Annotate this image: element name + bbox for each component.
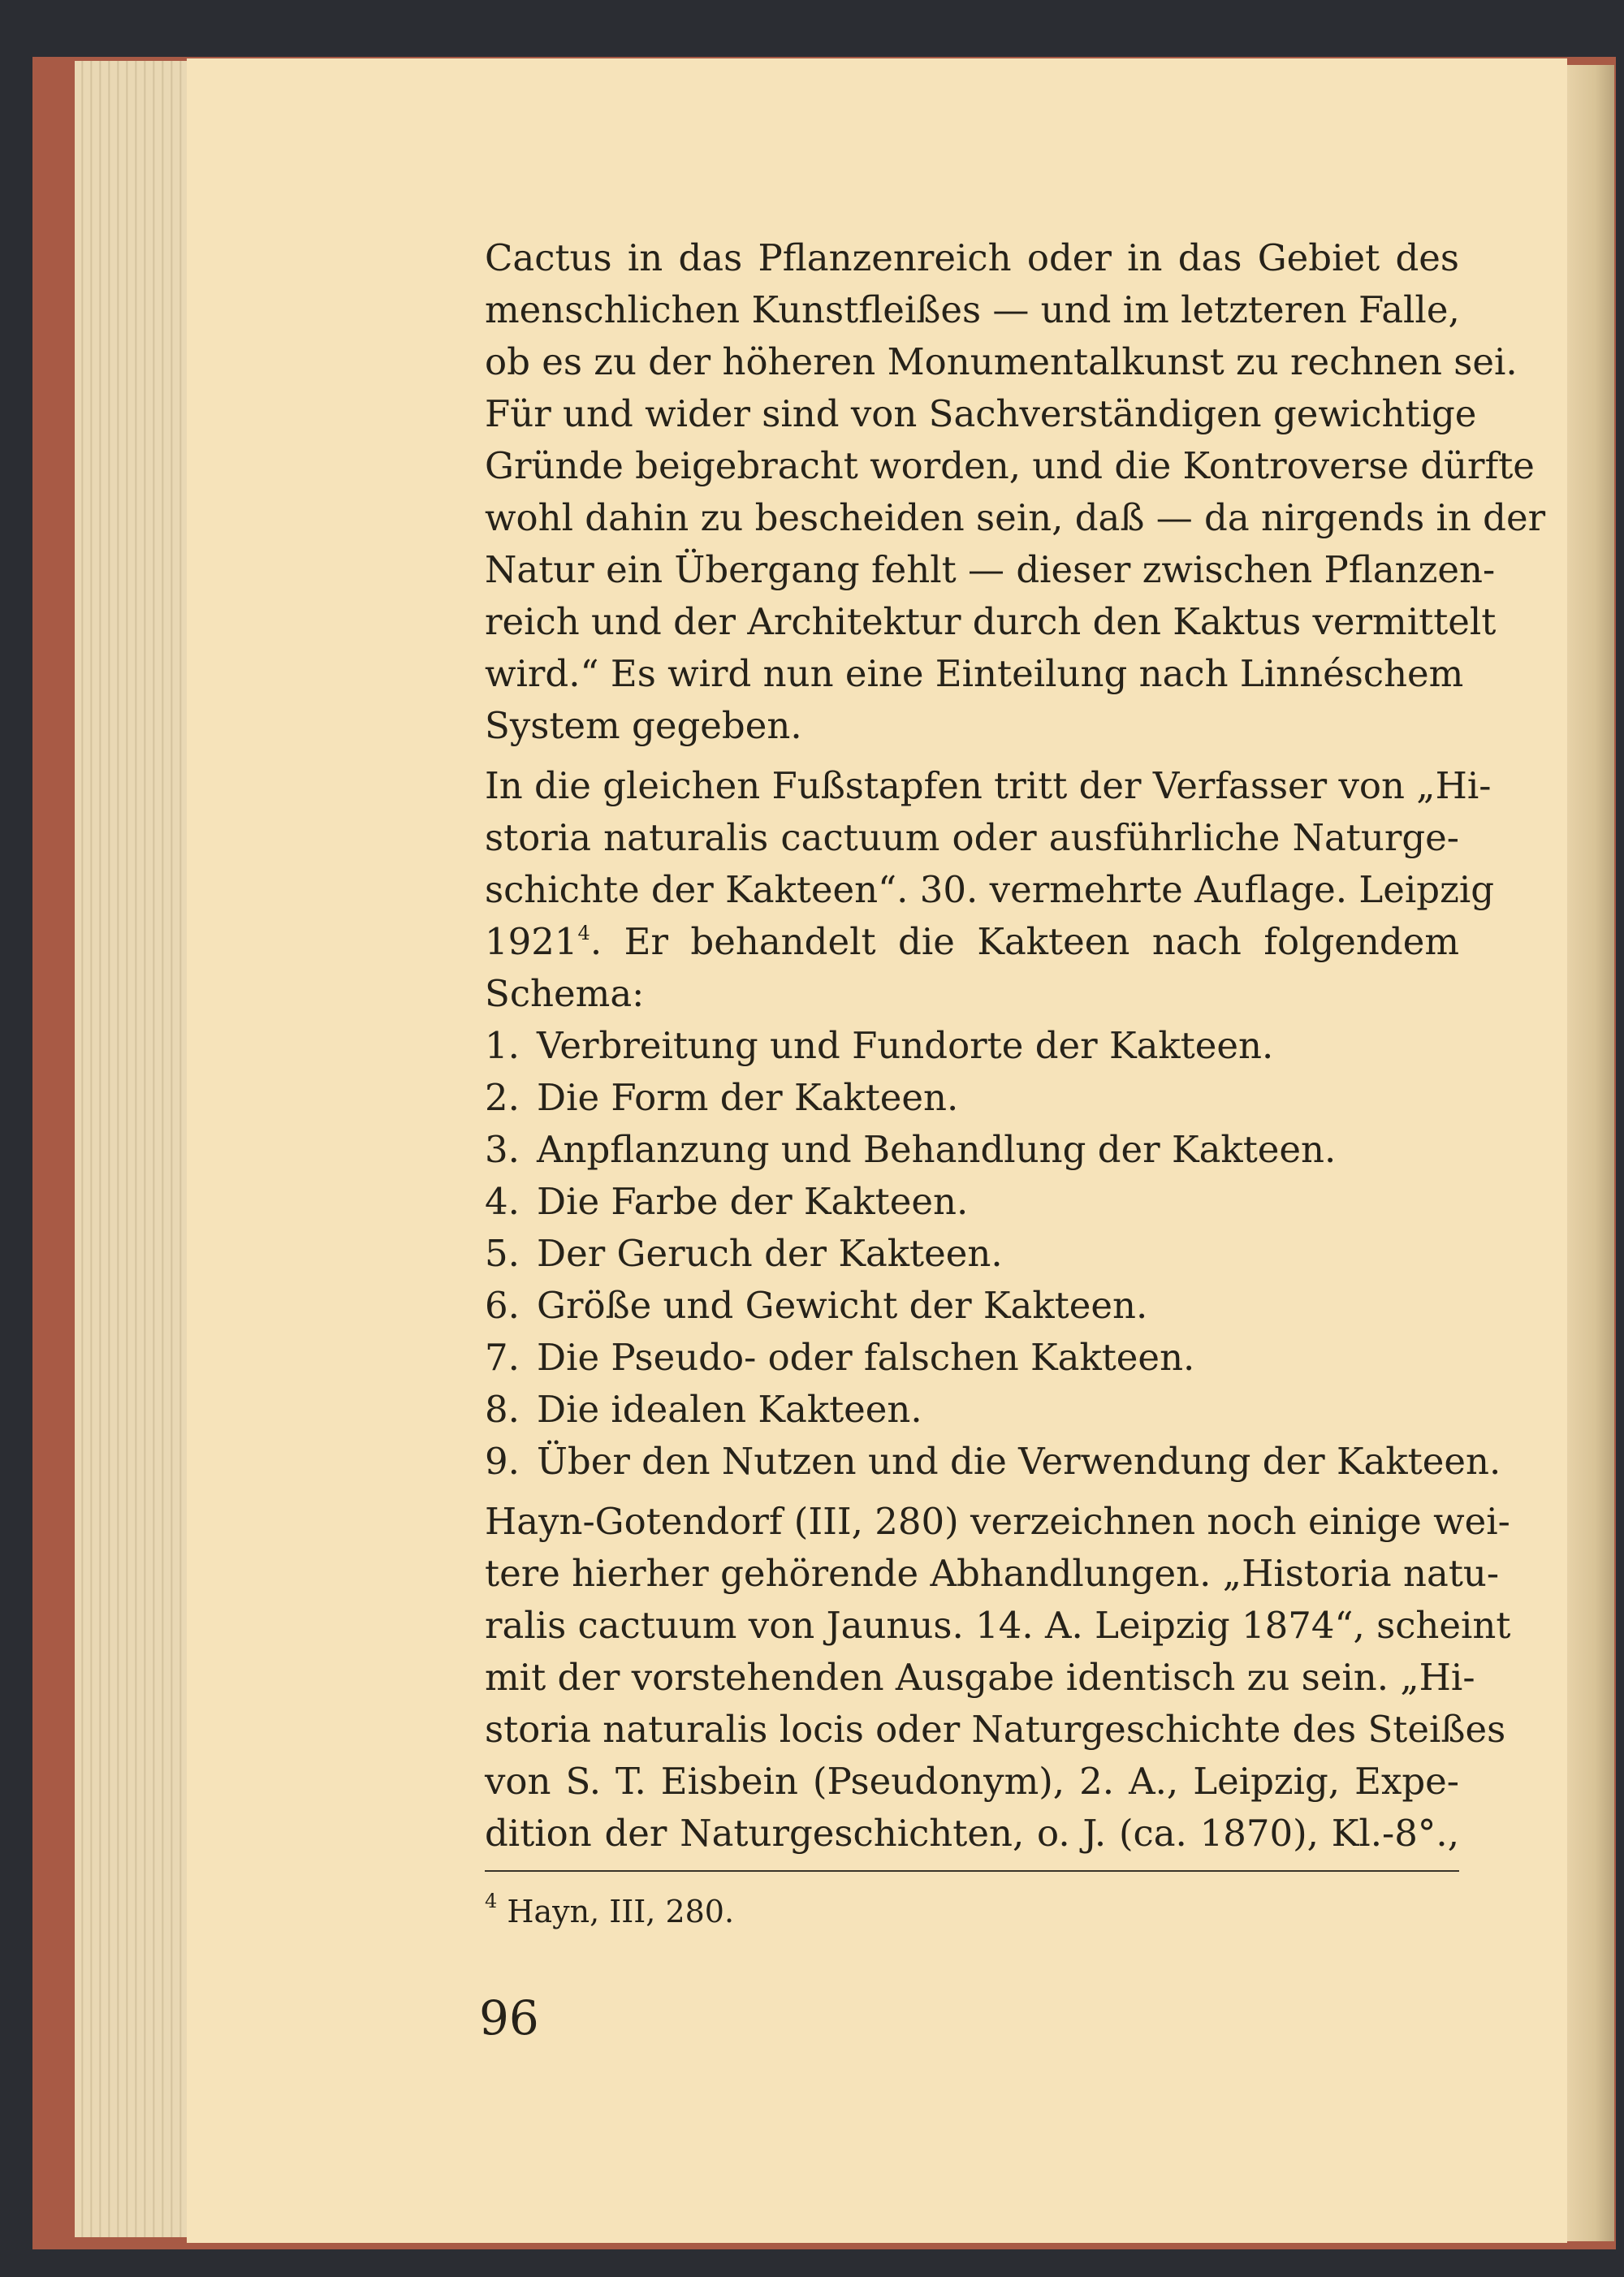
- list-number: 4.: [485, 1180, 520, 1223]
- list-text: Der Geruch der Kakteen.: [537, 1232, 1003, 1275]
- page-number: 96: [479, 1990, 539, 2046]
- list-number: 2.: [485, 1076, 520, 1119]
- list-text: Anpflanzung und Behandlung der Kakteen.: [537, 1128, 1337, 1171]
- text-line: von S. T. Eisbein (Pseudonym), 2. A., Leipzig, Expe-: [485, 1760, 1459, 1803]
- text-line: mit der vorstehenden Ausgabe identisch zu sein. „Hi-: [485, 1656, 1475, 1699]
- list-item: [485, 1020, 1459, 1072]
- list-number: 8.: [485, 1388, 520, 1431]
- list-text: Die Pseudo- oder falschen Kakteen.: [537, 1336, 1195, 1379]
- text-line: storia naturalis locis oder Naturgeschichte des Steißes: [485, 1708, 1506, 1751]
- text-line: ob es zu der höheren Monumentalkunst zu rechnen sei.: [485, 340, 1518, 383]
- text-line: wohl dahin zu bescheiden sein, daß — da nirgends in der: [485, 496, 1546, 539]
- list-item: [485, 1332, 1459, 1384]
- page-edges: [75, 61, 197, 2237]
- list-item: [485, 1176, 1459, 1228]
- list-number: 3.: [485, 1128, 520, 1171]
- footnote-text: Hayn, III, 280.: [497, 1894, 735, 1929]
- paragraph-3: [485, 1496, 1511, 1860]
- list-text: Verbreitung und Fundorte der Kakteen.: [537, 1024, 1274, 1067]
- list-item: [485, 1436, 1501, 1488]
- text-block: [485, 232, 1546, 1860]
- list-number: 5.: [485, 1232, 520, 1275]
- text-line: Natur ein Übergang fehlt — dieser zwischen Pflanzen-: [485, 548, 1496, 591]
- text-line: dition der Naturgeschichten, o. J. (ca. 1870), Kl.-8°.,: [485, 1812, 1459, 1855]
- list-text: Über den Nutzen und die Verwendung der Kakteen.: [537, 1440, 1501, 1483]
- list-text: Die Form der Kakteen.: [537, 1076, 959, 1119]
- list-item: [485, 1384, 1459, 1436]
- list-number: 6.: [485, 1284, 520, 1327]
- text-line: Schema:: [485, 972, 645, 1015]
- footnote-marker: 4: [485, 1890, 498, 1912]
- text-line: tere hierher gehörende Abhandlungen. „Historia natu-: [485, 1552, 1500, 1595]
- list-text: Die idealen Kakteen.: [537, 1388, 922, 1431]
- text-line: System gegeben.: [485, 704, 802, 747]
- text-line-rest: . Er behandelt die Kakteen nach folgendem: [590, 920, 1459, 963]
- paragraph-1: [485, 232, 1546, 752]
- footnote-rule: [485, 1870, 1459, 1872]
- list-item: [485, 1072, 1459, 1124]
- list-item: [485, 1280, 1459, 1332]
- text-line: In die gleichen Fußstapfen tritt der Verfasser von „Hi-: [485, 764, 1492, 807]
- footnote: [485, 1890, 1459, 1933]
- text-line: [485, 916, 1459, 968]
- text-line: Hayn-Gotendorf (III, 280) verzeichnen noch einige wei-: [485, 1500, 1510, 1543]
- paragraph-2: [485, 760, 1495, 1020]
- text-line: menschlichen Kunstfleißes — und im letzteren Falle,: [485, 288, 1460, 331]
- year: 1921: [485, 920, 578, 963]
- list-item: [485, 1228, 1459, 1280]
- text-line: storia naturalis cactuum oder ausführliche Naturge-: [485, 816, 1459, 859]
- text-line: Cactus in das Pflanzenreich oder in das Gebiet des: [485, 236, 1459, 279]
- list-text: Die Farbe der Kakteen.: [537, 1180, 969, 1223]
- text-line: reich und der Architektur durch den Kaktus vermittelt: [485, 600, 1497, 643]
- list-item: [485, 1124, 1459, 1176]
- list-text: Größe und Gewicht der Kakteen.: [537, 1284, 1148, 1327]
- list-number: 7.: [485, 1336, 520, 1379]
- text-line: schichte der Kakteen“. 30. vermehrte Auflage. Leipzig: [485, 868, 1495, 911]
- text-line: Gründe beigebracht worden, und die Kontroverse dürfte: [485, 444, 1535, 487]
- page-gutter: [1567, 65, 1614, 2241]
- schema-list: [485, 1020, 1501, 1488]
- list-number: 9.: [485, 1440, 520, 1483]
- list-number: 1.: [485, 1024, 520, 1067]
- text-line: Für und wider sind von Sachverständigen gewichtige: [485, 392, 1477, 435]
- footnote-ref: 4: [577, 922, 590, 944]
- text-line: ralis cactuum von Jaunus. 14. A. Leipzig 1874“, scheint: [485, 1604, 1511, 1647]
- text-line: wird.“ Es wird nun eine Einteilung nach Linnéschem: [485, 652, 1464, 695]
